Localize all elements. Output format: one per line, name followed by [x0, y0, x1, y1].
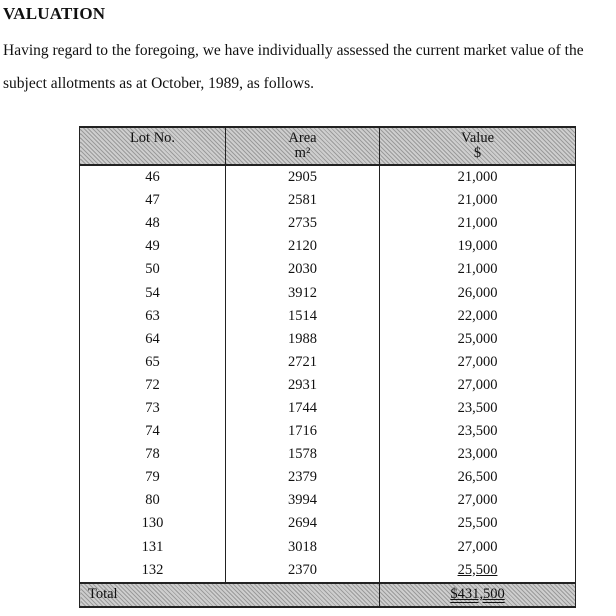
lot-no-text: 79 [145, 469, 160, 486]
lot-no-cell [80, 189, 226, 212]
value-cell [380, 212, 576, 235]
area-cell [226, 258, 380, 281]
header-lot-no-label: Lot No. [129, 130, 176, 146]
area-text: 2030 [288, 261, 317, 278]
value-text: 27,000 [457, 492, 498, 509]
area-cell [226, 281, 380, 304]
table-row [80, 466, 576, 489]
table-row [80, 235, 576, 258]
value-text: 21,000 [457, 215, 498, 232]
lot-no-text: 49 [145, 238, 160, 255]
value-text: 25,500 [457, 561, 498, 578]
area-text: 2120 [288, 238, 317, 255]
value-text: 27,000 [457, 538, 498, 555]
value-cell [380, 443, 576, 466]
lot-no-cell [80, 305, 226, 328]
lot-no-text: 48 [145, 215, 160, 232]
table-row [80, 351, 576, 374]
value-text: 23,500 [457, 423, 498, 440]
value-cell [380, 258, 576, 281]
header-lot-no-sub [80, 146, 225, 161]
value-text: 27,000 [457, 376, 498, 393]
lot-no-cell [80, 489, 226, 512]
lot-no-cell [80, 235, 226, 258]
area-cell [226, 512, 380, 535]
valuation-table [79, 126, 576, 608]
lot-no-text: 64 [145, 330, 160, 347]
value-text: 21,000 [457, 169, 498, 186]
area-cell [226, 351, 380, 374]
area-cell [226, 466, 380, 489]
lot-no-cell [80, 328, 226, 351]
value-cell [380, 536, 576, 559]
lot-no-cell [80, 536, 226, 559]
lot-no-text: 50 [145, 261, 160, 278]
value-text: 21,000 [457, 261, 498, 278]
area-cell [226, 559, 380, 583]
value-cell [380, 235, 576, 258]
value-text: 22,000 [457, 307, 498, 324]
lot-no-cell [80, 466, 226, 489]
total-value-cell [380, 583, 576, 607]
value-text: 19,000 [457, 238, 498, 255]
lot-no-text: 130 [141, 515, 164, 532]
lot-no-cell [80, 281, 226, 304]
area-text: 1744 [288, 399, 317, 416]
header-value [380, 127, 576, 165]
table-row [80, 165, 576, 189]
area-cell [226, 165, 380, 189]
lot-no-cell [80, 351, 226, 374]
lot-no-cell [80, 443, 226, 466]
lot-no-text: 54 [145, 284, 160, 301]
value-cell [380, 559, 576, 583]
value-cell [380, 351, 576, 374]
total-label: Total [80, 583, 380, 607]
value-cell [380, 189, 576, 212]
header-lot-no [80, 127, 226, 165]
area-text: 1716 [288, 423, 317, 440]
value-text: 25,000 [457, 330, 498, 347]
area-text: 3994 [288, 492, 317, 509]
area-text: 3912 [288, 284, 317, 301]
lot-no-text: 78 [145, 446, 160, 463]
area-text: 2735 [288, 215, 317, 232]
table-row [80, 397, 576, 420]
lot-no-text: 132 [141, 561, 164, 578]
area-cell [226, 235, 380, 258]
intro-paragraph: Having regard to the foregoing, we have individually assessed the current market value of the subject allotments as at October, 1989, as follows. [3, 42, 584, 92]
table-row [80, 258, 576, 281]
value-cell [380, 305, 576, 328]
area-text: 1514 [288, 307, 317, 324]
lot-no-text: 47 [145, 192, 160, 209]
section-heading: VALUATION [3, 4, 106, 23]
area-text: 2931 [288, 376, 317, 393]
table-row [80, 281, 576, 304]
table-row [80, 443, 576, 466]
table-body [80, 165, 576, 583]
table-row [80, 374, 576, 397]
header-area-label: Area [288, 130, 317, 146]
area-text: 2905 [288, 169, 317, 186]
value-cell [380, 489, 576, 512]
lot-no-text: 131 [141, 538, 164, 555]
area-cell [226, 489, 380, 512]
area-cell [226, 536, 380, 559]
area-cell [226, 397, 380, 420]
value-cell [380, 420, 576, 443]
lot-no-cell [80, 559, 226, 583]
lot-no-text: 46 [145, 169, 160, 186]
area-text: 2721 [288, 353, 317, 370]
total-row [80, 583, 576, 607]
table-row [80, 212, 576, 235]
lot-no-text: 63 [145, 307, 160, 324]
total-value: $431,500 [450, 586, 505, 603]
table-row [80, 489, 576, 512]
table-header-row [80, 127, 576, 165]
area-cell [226, 305, 380, 328]
area-text: 2694 [288, 515, 317, 532]
value-cell [380, 374, 576, 397]
value-text: 21,000 [457, 192, 498, 209]
table-row [80, 420, 576, 443]
header-value-unit: $ [473, 145, 482, 161]
lot-no-cell [80, 165, 226, 189]
value-cell [380, 165, 576, 189]
table-row [80, 559, 576, 583]
lot-no-text: 65 [145, 353, 160, 370]
lot-no-text: 74 [145, 423, 160, 440]
header-area [226, 127, 380, 165]
table-row [80, 305, 576, 328]
area-cell [226, 420, 380, 443]
value-cell [380, 397, 576, 420]
value-text: 23,000 [457, 446, 498, 463]
area-text: 1578 [288, 446, 317, 463]
table-row [80, 536, 576, 559]
value-cell [380, 281, 576, 304]
value-cell [380, 466, 576, 489]
lot-no-cell [80, 212, 226, 235]
header-value-label: Value [460, 130, 494, 146]
area-text: 1988 [288, 330, 317, 347]
area-cell [226, 328, 380, 351]
lot-no-cell [80, 374, 226, 397]
value-cell [380, 512, 576, 535]
area-text: 2581 [288, 192, 317, 209]
lot-no-text: 73 [145, 399, 160, 416]
lot-no-cell [80, 258, 226, 281]
table-row [80, 189, 576, 212]
value-text: 26,000 [457, 284, 498, 301]
value-text: 27,000 [457, 353, 498, 370]
table-row [80, 328, 576, 351]
area-text: 2370 [288, 561, 317, 578]
value-text: 25,500 [457, 515, 498, 532]
lot-no-text: 72 [145, 376, 160, 393]
lot-no-cell [80, 420, 226, 443]
area-cell [226, 189, 380, 212]
value-text: 26,500 [457, 469, 498, 486]
value-text: 23,500 [457, 399, 498, 416]
table-row [80, 512, 576, 535]
area-cell [226, 443, 380, 466]
area-cell [226, 212, 380, 235]
area-text: 3018 [288, 538, 317, 555]
lot-no-cell [80, 397, 226, 420]
lot-no-cell [80, 512, 226, 535]
area-text: 2379 [288, 469, 317, 486]
header-area-unit: m² [294, 145, 311, 161]
lot-no-text: 80 [145, 492, 160, 509]
area-cell [226, 374, 380, 397]
value-cell [380, 328, 576, 351]
